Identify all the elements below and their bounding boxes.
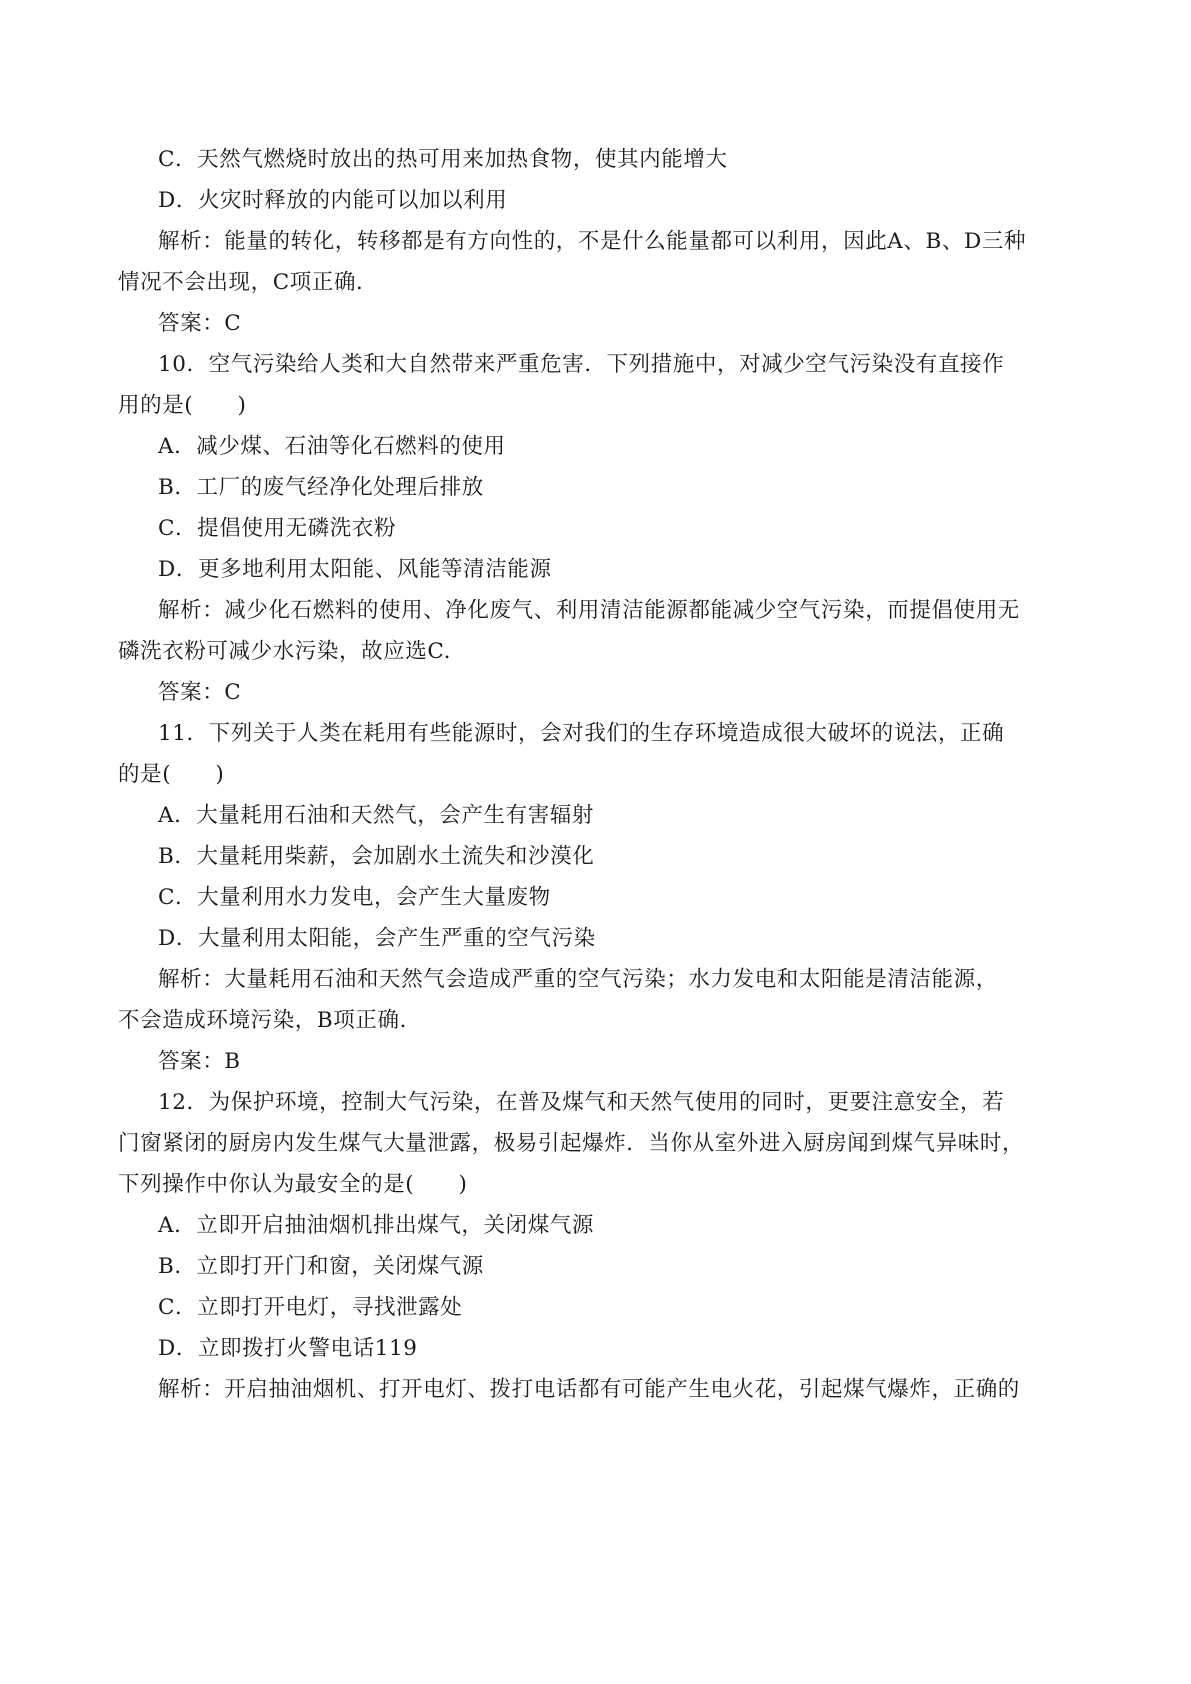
question-11: 11．下列关于人类在耗用有些能源时，会对我们的生存环境造成很大破坏的说法，正确 — [158, 721, 1005, 746]
option-a-q10: A．减少煤、石油等化石燃料的使用 — [158, 434, 506, 459]
answer-q10: 答案：C — [158, 680, 242, 705]
option-d-q11: D．大量利用太阳能，会产生严重的空气污染 — [158, 926, 596, 951]
option-b-q11: B．大量耗用柴薪，会加剧水土流失和沙漠化 — [158, 844, 595, 869]
option-c-q11: C．大量利用水力发电，会产生大量废物 — [158, 885, 551, 910]
question-12-cont-1: 门窗紧闭的厨房内发生煤气大量泄露，极易引起爆炸．当你从室外进入厨房闻到煤气异味时， — [118, 1131, 1025, 1156]
answer-q11: 答案：B — [158, 1049, 241, 1074]
analysis-q10-cont: 磷洗衣粉可减少水污染，故应选C. — [118, 639, 452, 664]
option-a-q11: A．大量耗用石油和天然气，会产生有害辐射 — [158, 803, 595, 828]
option-a-q12: A．立即开启抽油烟机排出煤气，关闭煤气源 — [158, 1213, 595, 1238]
answer-q9: 答案：C — [158, 311, 242, 336]
analysis-q11: 解析：大量耗用石油和天然气会造成严重的空气污染；水力发电和太阳能是清洁能源， — [158, 967, 998, 992]
option-c-q9: C．天然气燃烧时放出的热可用来加热食物，使其内能增大 — [158, 147, 728, 172]
option-b-q12: B．立即打开门和窗，关闭煤气源 — [158, 1254, 484, 1279]
analysis-q10: 解析：减少化石燃料的使用、净化废气、利用清洁能源都能减少空气污染，而提倡使用无 — [158, 598, 1020, 623]
option-d-q12: D．立即拨打火警电话119 — [158, 1336, 418, 1361]
analysis-q11-cont: 不会造成环境污染，B项正确． — [118, 1008, 422, 1033]
question-12: 12．为保护环境，控制大气污染，在普及煤气和天然气使用的同时，更要注意安全，若 — [158, 1090, 1005, 1115]
option-c-q10: C．提倡使用无磷洗衣粉 — [158, 516, 397, 541]
analysis-q9: 解析：能量的转化，转移都是有方向性的，不是什么能量都可以利用，因此A、B、D三种 — [158, 229, 1027, 254]
question-11-cont: 的是( ) — [118, 762, 225, 787]
question-10: 10．空气污染给人类和大自然带来严重危害．下列措施中，对减少空气污染没有直接作 — [158, 352, 1005, 377]
analysis-q12: 解析：开启抽油烟机、打开电灯、拨打电话都有可能产生电火花，引起煤气爆炸，正确的 — [158, 1377, 1020, 1402]
question-12-cont-2: 下列操作中你认为最安全的是( ) — [118, 1172, 468, 1197]
question-10-cont: 用的是( ) — [118, 393, 247, 418]
analysis-q9-cont: 情况不会出现，C项正确． — [118, 270, 379, 295]
option-b-q10: B．工厂的废气经净化处理后排放 — [158, 475, 484, 500]
option-c-q12: C．立即打开电灯，寻找泄露处 — [158, 1295, 463, 1320]
option-d-q9: D．火灾时释放的内能可以加以利用 — [158, 188, 508, 213]
option-d-q10: D．更多地利用太阳能、风能等清洁能源 — [158, 557, 552, 582]
